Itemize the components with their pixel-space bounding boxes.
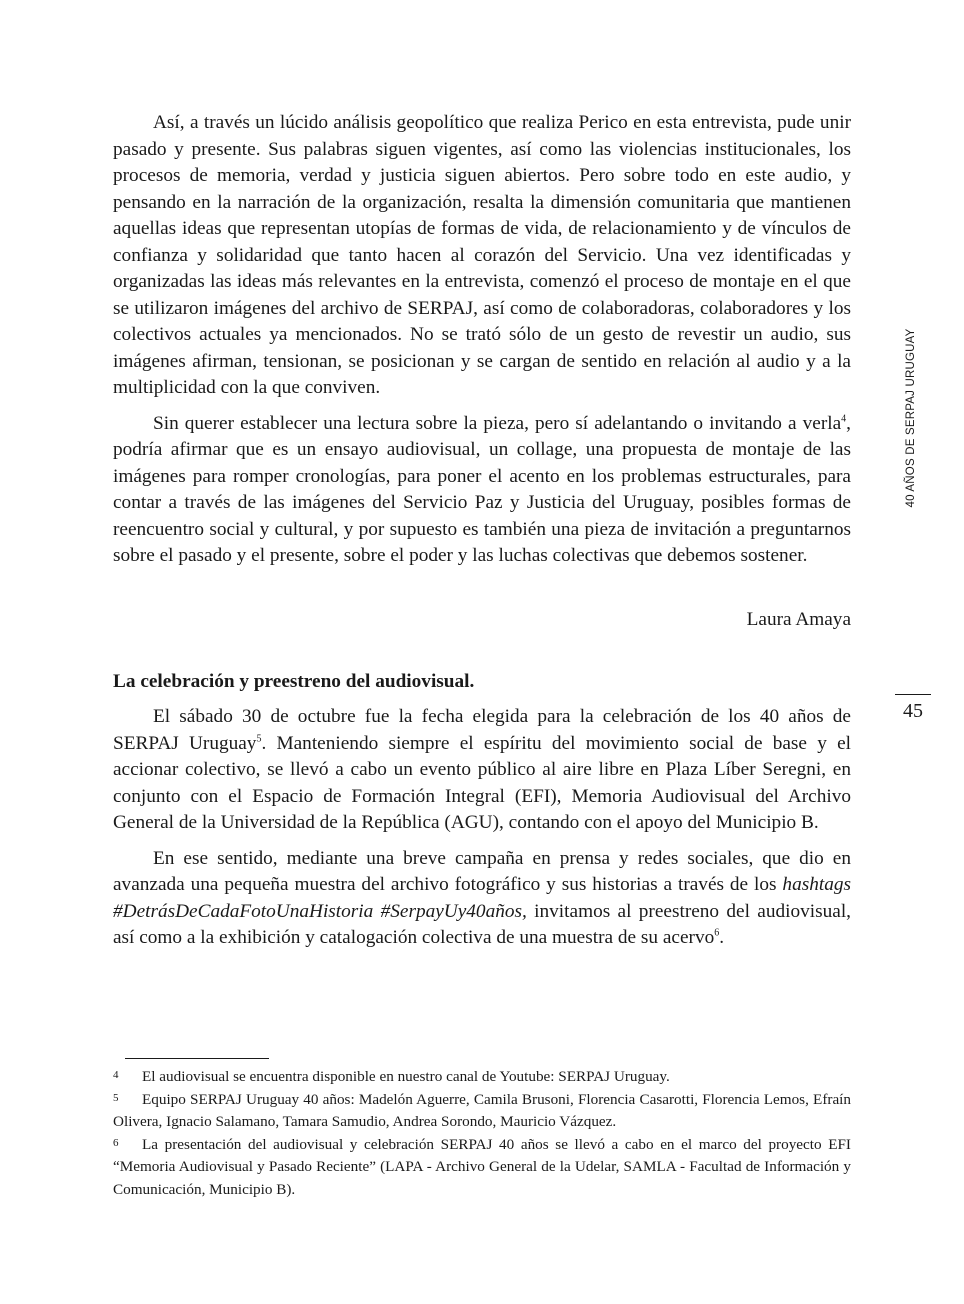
footnotes bbox=[113, 1066, 851, 1201]
footnote-5 bbox=[113, 1089, 851, 1134]
footnote-number: 5 bbox=[113, 1091, 119, 1104]
hashtags: hashtags #DetrásDeCadaFotoUnaHistoria #SerpayUy40años, bbox=[113, 874, 851, 922]
paragraph-text: El sábado 30 de octubre fue la fecha elegida para la celebración de los 40 años de SERPAJ Uruguay bbox=[113, 706, 851, 754]
section-heading: La celebración y preestreno del audiovisual. bbox=[113, 671, 475, 692]
footnote-text: Equipo SERPAJ Uruguay 40 años: Madelón Aguerre, Camila Brusoni, Florencia Casarotti, Florencia Lemos, Efraín Olivera, Ignacio Salamano, Tamara Samudio, Andrea Sorondo, Mauricio Vázquez. bbox=[113, 1090, 851, 1130]
paragraph-text: . Manteniendo siempre el espíritu del movimiento social de base y el accionar colectivo, se llevó a cabo un evento público al aire libre en Plaza Líber Seregni, en conjunto con el Espacio de Formación Integral (EFI), Memoria Audiovisual del Archivo General de la Universidad de la República (AGU), contando con el apoyo del Municipio B. bbox=[113, 732, 851, 833]
footnote-text: La presentación del audiovisual y celebración SERPAJ 40 años se llevó a cabo en el marco del proyecto EFI “Memoria Audiovisual y Pasado Reciente” (LAPA - Archivo General de la Udelar, SAMLA - Facultad de Información y Comunicación, Municipio B). bbox=[113, 1135, 851, 1198]
section1-paragraph-1: Así, a través un lúcido análisis geopolítico que realiza Perico en esta entrevista, pude unir pasado y presente. Sus palabras siguen vigentes, así como las violencias institucionales, los procesos de memoria, verdad y justicia siguen abiertos. Pero sobre todo en este audio, y pensando en la narración de la organización, resalta la dimensión comunitaria que mantienen aquellas ideas que representan utopías de formas de vida, de relacionamiento y de vínculos de confianza y solidaridad que tanto hacen al corazón del Servicio. Una vez identificadas y organizadas las ideas más relevantes en la entrevista, comenzó el proceso de montaje en el que se utilizaron imágenes del archivo de SERPAJ, así como de colaboradoras, colaboradores y los colectivos actuales ya mencionados. No se trató sólo de un gesto de revestir un audio, sus imágenes afirman, tensionan, se posicionan y se cargan de sentido en relación al audio y a la multiplicidad con la que conviven. bbox=[113, 112, 851, 398]
footnote-6 bbox=[113, 1134, 851, 1202]
paragraph-text: Sin querer establecer una lectura sobre la pieza, pero sí adelantando o invitando a verla bbox=[153, 412, 842, 434]
footnote-4 bbox=[113, 1066, 851, 1089]
author-signature: Laura Amaya bbox=[746, 609, 851, 630]
section1-body bbox=[113, 110, 851, 579]
paragraph-text: , podría afirmar que es un ensayo audiovisual, un collage, una propuesta de montaje de las imágenes para romper cronologías, para poner el acento en los problemas estructurales, para contar a través de las imágenes del Servicio Paz y Justicia del Uruguay, posibles formas de reencuentro social y cultural, y por supuesto es también una pieza de invitación a preguntarnos sobre el pasado y el presente, sobre el poder y las luchas colectivas que debemos sostener. bbox=[113, 412, 851, 566]
section1-paragraph-2 bbox=[113, 411, 851, 570]
section2-body bbox=[113, 704, 851, 961]
footnote-number: 4 bbox=[113, 1069, 119, 1081]
footnote-ref-5: 5 bbox=[256, 733, 262, 745]
page-number: 45 bbox=[903, 700, 923, 722]
page-number-rule bbox=[895, 694, 931, 695]
paragraph-text: En ese sentido, mediante una breve campaña en prensa y redes sociales, que dio en avanzada una pequeña muestra del archivo fotográfico y sus historias a través de los bbox=[113, 847, 851, 895]
running-title: 40 AÑOS DE SERPAJ URUGUAY bbox=[905, 328, 917, 508]
footnote-number: 6 bbox=[113, 1136, 119, 1149]
paragraph-text: . bbox=[719, 927, 725, 948]
footnote-divider bbox=[125, 1058, 269, 1059]
paragraph-text: invitamos al preestreno del audiovisual, así como a la exhibición y catalogación colectiva de una muestra de su acervo bbox=[113, 900, 852, 948]
running-title-sidebar bbox=[891, 318, 931, 518]
footnote-ref-6: 6 bbox=[714, 927, 720, 939]
footnote-ref-4: 4 bbox=[841, 413, 847, 425]
footnote-text: El audiovisual se encuentra disponible en nuestro canal de Youtube: SERPAJ Uruguay. bbox=[142, 1068, 670, 1085]
section2-paragraph-2 bbox=[113, 846, 851, 952]
section2-paragraph-1 bbox=[113, 704, 851, 837]
